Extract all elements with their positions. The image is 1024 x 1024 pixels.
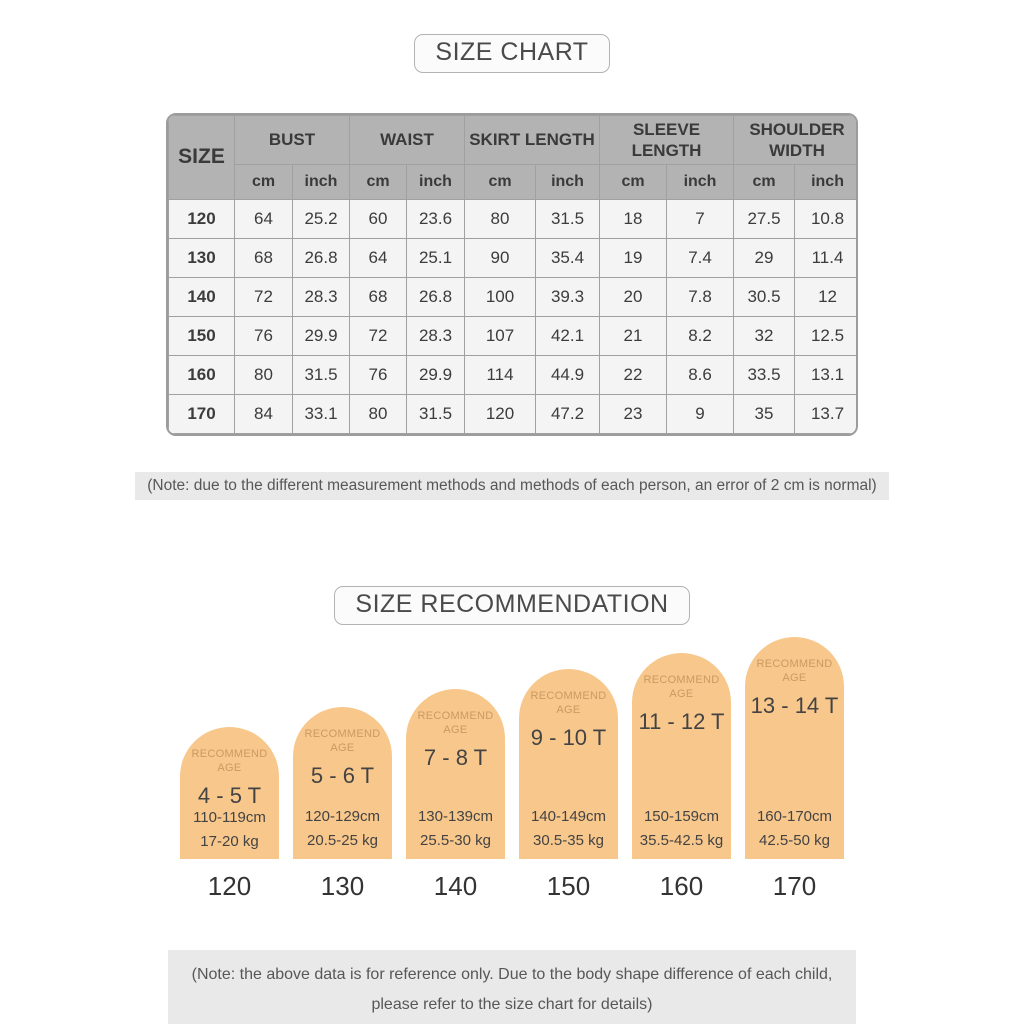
value-cell: 76 — [350, 356, 407, 395]
arch-bottom — [418, 808, 493, 849]
arch-shape-170 — [745, 637, 844, 859]
arch-top — [751, 657, 839, 719]
arch-shape-140 — [406, 689, 505, 859]
unit-header: cm — [235, 165, 293, 200]
weight-range: 30.5-35 kg — [533, 832, 604, 849]
recommend-age-label: RECOMMEND AGE — [756, 658, 833, 685]
age-range: 11 - 12 T — [638, 708, 725, 734]
value-cell: 28.3 — [293, 278, 350, 317]
size-cell: 150 — [169, 317, 235, 356]
age-range: 4 - 5 T — [197, 782, 262, 808]
value-cell: 25.1 — [407, 239, 465, 278]
arch-bottom — [193, 809, 266, 850]
value-cell: 29 — [734, 239, 795, 278]
value-cell: 7 — [667, 200, 734, 239]
value-cell: 68 — [350, 278, 407, 317]
size-label: 140 — [433, 871, 478, 901]
unit-header: inch — [667, 165, 734, 200]
value-cell: 23 — [600, 395, 667, 434]
value-cell: 31.5 — [536, 200, 600, 239]
size-label: 150 — [546, 871, 591, 901]
arch-column-120 — [180, 727, 279, 902]
unit-header: inch — [795, 165, 858, 200]
size-cell: 140 — [169, 278, 235, 317]
weight-range: 42.5-50 kg — [759, 832, 830, 849]
value-cell: 8.6 — [667, 356, 734, 395]
size-label: 130 — [320, 871, 365, 901]
value-cell: 39.3 — [536, 278, 600, 317]
size-chart-title: SIZE CHART — [414, 34, 609, 73]
value-cell: 64 — [235, 200, 293, 239]
table-row — [169, 278, 859, 317]
value-cell: 11.4 — [795, 239, 858, 278]
unit-header: inch — [293, 165, 350, 200]
col-header-size: SIZE — [169, 116, 235, 200]
size-chart-table — [166, 113, 858, 436]
value-cell: 9 — [667, 395, 734, 434]
table-row — [169, 239, 859, 278]
value-cell: 114 — [465, 356, 536, 395]
size-recommendation-title: SIZE RECOMMENDATION — [334, 586, 689, 625]
value-cell: 72 — [235, 278, 293, 317]
table-row — [169, 395, 859, 434]
size-cell: 170 — [169, 395, 235, 434]
measurement-note: (Note: due to the different measurement methods and methods of each person, an error of 2 cm is normal) — [135, 472, 888, 500]
value-cell: 13.1 — [795, 356, 858, 395]
value-cell: 33.1 — [293, 395, 350, 434]
value-cell: 84 — [235, 395, 293, 434]
recommend-age-label: RECOMMEND AGE — [417, 710, 494, 737]
arch-top — [191, 747, 269, 809]
value-cell: 30.5 — [734, 278, 795, 317]
col-header-shoulder-width: SHOULDER WIDTH — [734, 116, 858, 165]
value-cell: 120 — [465, 395, 536, 434]
weight-range: 35.5-42.5 kg — [639, 832, 724, 849]
recommend-age-label: RECOMMEND AGE — [191, 748, 268, 775]
value-cell: 42.1 — [536, 317, 600, 356]
arch-column-160 — [632, 653, 731, 902]
value-cell: 100 — [465, 278, 536, 317]
value-cell: 27.5 — [734, 200, 795, 239]
col-header-waist: WAIST — [350, 116, 465, 165]
age-range: 9 - 10 T — [530, 724, 607, 750]
arch-column-150 — [519, 669, 618, 902]
arch-column-140 — [406, 689, 505, 902]
value-cell: 76 — [235, 317, 293, 356]
unit-header: cm — [465, 165, 536, 200]
unit-header: cm — [600, 165, 667, 200]
value-cell: 107 — [465, 317, 536, 356]
arch-shape-130 — [293, 707, 392, 859]
arch-bottom — [531, 808, 606, 849]
value-cell: 72 — [350, 317, 407, 356]
value-cell: 31.5 — [407, 395, 465, 434]
value-cell: 32 — [734, 317, 795, 356]
value-cell: 26.8 — [407, 278, 465, 317]
size-label: 170 — [772, 871, 817, 901]
value-cell: 80 — [350, 395, 407, 434]
height-range: 120-129cm — [304, 808, 381, 825]
value-cell: 33.5 — [734, 356, 795, 395]
height-range: 160-170cm — [756, 808, 833, 825]
value-cell: 68 — [235, 239, 293, 278]
unit-header: cm — [734, 165, 795, 200]
unit-header: inch — [536, 165, 600, 200]
arch-top — [638, 673, 724, 735]
value-cell: 29.9 — [407, 356, 465, 395]
table-group-header-row — [169, 116, 859, 165]
size-recommendation-arches — [180, 637, 844, 902]
arch-bottom — [640, 808, 723, 849]
weight-range: 25.5-30 kg — [420, 832, 491, 849]
height-range: 150-159cm — [643, 808, 720, 825]
table-row — [169, 356, 859, 395]
value-cell: 8.2 — [667, 317, 734, 356]
recommendation-note — [168, 950, 857, 1024]
value-cell: 47.2 — [536, 395, 600, 434]
value-cell: 12 — [795, 278, 858, 317]
arch-shape-120 — [180, 727, 279, 859]
age-range: 7 - 8 T — [423, 744, 488, 770]
height-range: 110-119cm — [193, 808, 266, 826]
value-cell: 20 — [600, 278, 667, 317]
value-cell: 60 — [350, 200, 407, 239]
table-unit-header-row — [169, 165, 859, 200]
value-cell: 80 — [235, 356, 293, 395]
age-range: 5 - 6 T — [310, 762, 375, 788]
value-cell: 26.8 — [293, 239, 350, 278]
recommendation-note-line2: please refer to the size chart for details) — [371, 995, 653, 1013]
size-label: 160 — [659, 871, 704, 901]
size-cell: 160 — [169, 356, 235, 395]
arch-shape-150 — [519, 669, 618, 859]
value-cell: 19 — [600, 239, 667, 278]
value-cell: 35 — [734, 395, 795, 434]
value-cell: 7.8 — [667, 278, 734, 317]
arch-top — [304, 727, 382, 789]
arch-shape-160 — [632, 653, 731, 859]
col-header-skirt-length: SKIRT LENGTH — [465, 116, 600, 165]
table-row — [169, 317, 859, 356]
value-cell: 22 — [600, 356, 667, 395]
arch-column-130 — [293, 707, 392, 902]
arch-top — [417, 709, 495, 771]
value-cell: 21 — [600, 317, 667, 356]
recommend-age-label: RECOMMEND AGE — [530, 690, 607, 717]
value-cell: 31.5 — [293, 356, 350, 395]
value-cell: 80 — [465, 200, 536, 239]
value-cell: 25.2 — [293, 200, 350, 239]
recommendation-note-line1: (Note: the above data is for reference only. Due to the body shape difference of each child, — [191, 966, 833, 983]
value-cell: 12.5 — [795, 317, 858, 356]
weight-range: 20.5-25 kg — [307, 832, 378, 849]
unit-header: cm — [350, 165, 407, 200]
arch-top — [530, 689, 608, 751]
value-cell: 23.6 — [407, 200, 465, 239]
size-cell: 120 — [169, 200, 235, 239]
arch-bottom — [305, 808, 380, 849]
value-cell: 13.7 — [795, 395, 858, 434]
value-cell: 29.9 — [293, 317, 350, 356]
size-cell: 130 — [169, 239, 235, 278]
value-cell: 10.8 — [795, 200, 858, 239]
measurement-table — [168, 115, 858, 434]
value-cell: 35.4 — [536, 239, 600, 278]
height-range: 140-149cm — [530, 808, 607, 825]
value-cell: 7.4 — [667, 239, 734, 278]
value-cell: 44.9 — [536, 356, 600, 395]
recommend-age-label: RECOMMEND AGE — [643, 674, 720, 701]
unit-header: inch — [407, 165, 465, 200]
recommend-age-label: RECOMMEND AGE — [304, 728, 381, 755]
height-range: 130-139cm — [417, 808, 494, 825]
arch-column-170 — [745, 637, 844, 902]
weight-range: 17-20 kg — [200, 832, 259, 850]
age-range: 13 - 14 T — [750, 692, 839, 718]
col-header-sleeve-length: SLEEVE LENGTH — [600, 116, 734, 165]
arch-bottom — [757, 808, 832, 849]
value-cell: 64 — [350, 239, 407, 278]
value-cell: 90 — [465, 239, 536, 278]
table-row — [169, 200, 859, 239]
value-cell: 18 — [600, 200, 667, 239]
col-header-bust: BUST — [235, 116, 350, 165]
value-cell: 28.3 — [407, 317, 465, 356]
size-label: 120 — [207, 871, 252, 901]
